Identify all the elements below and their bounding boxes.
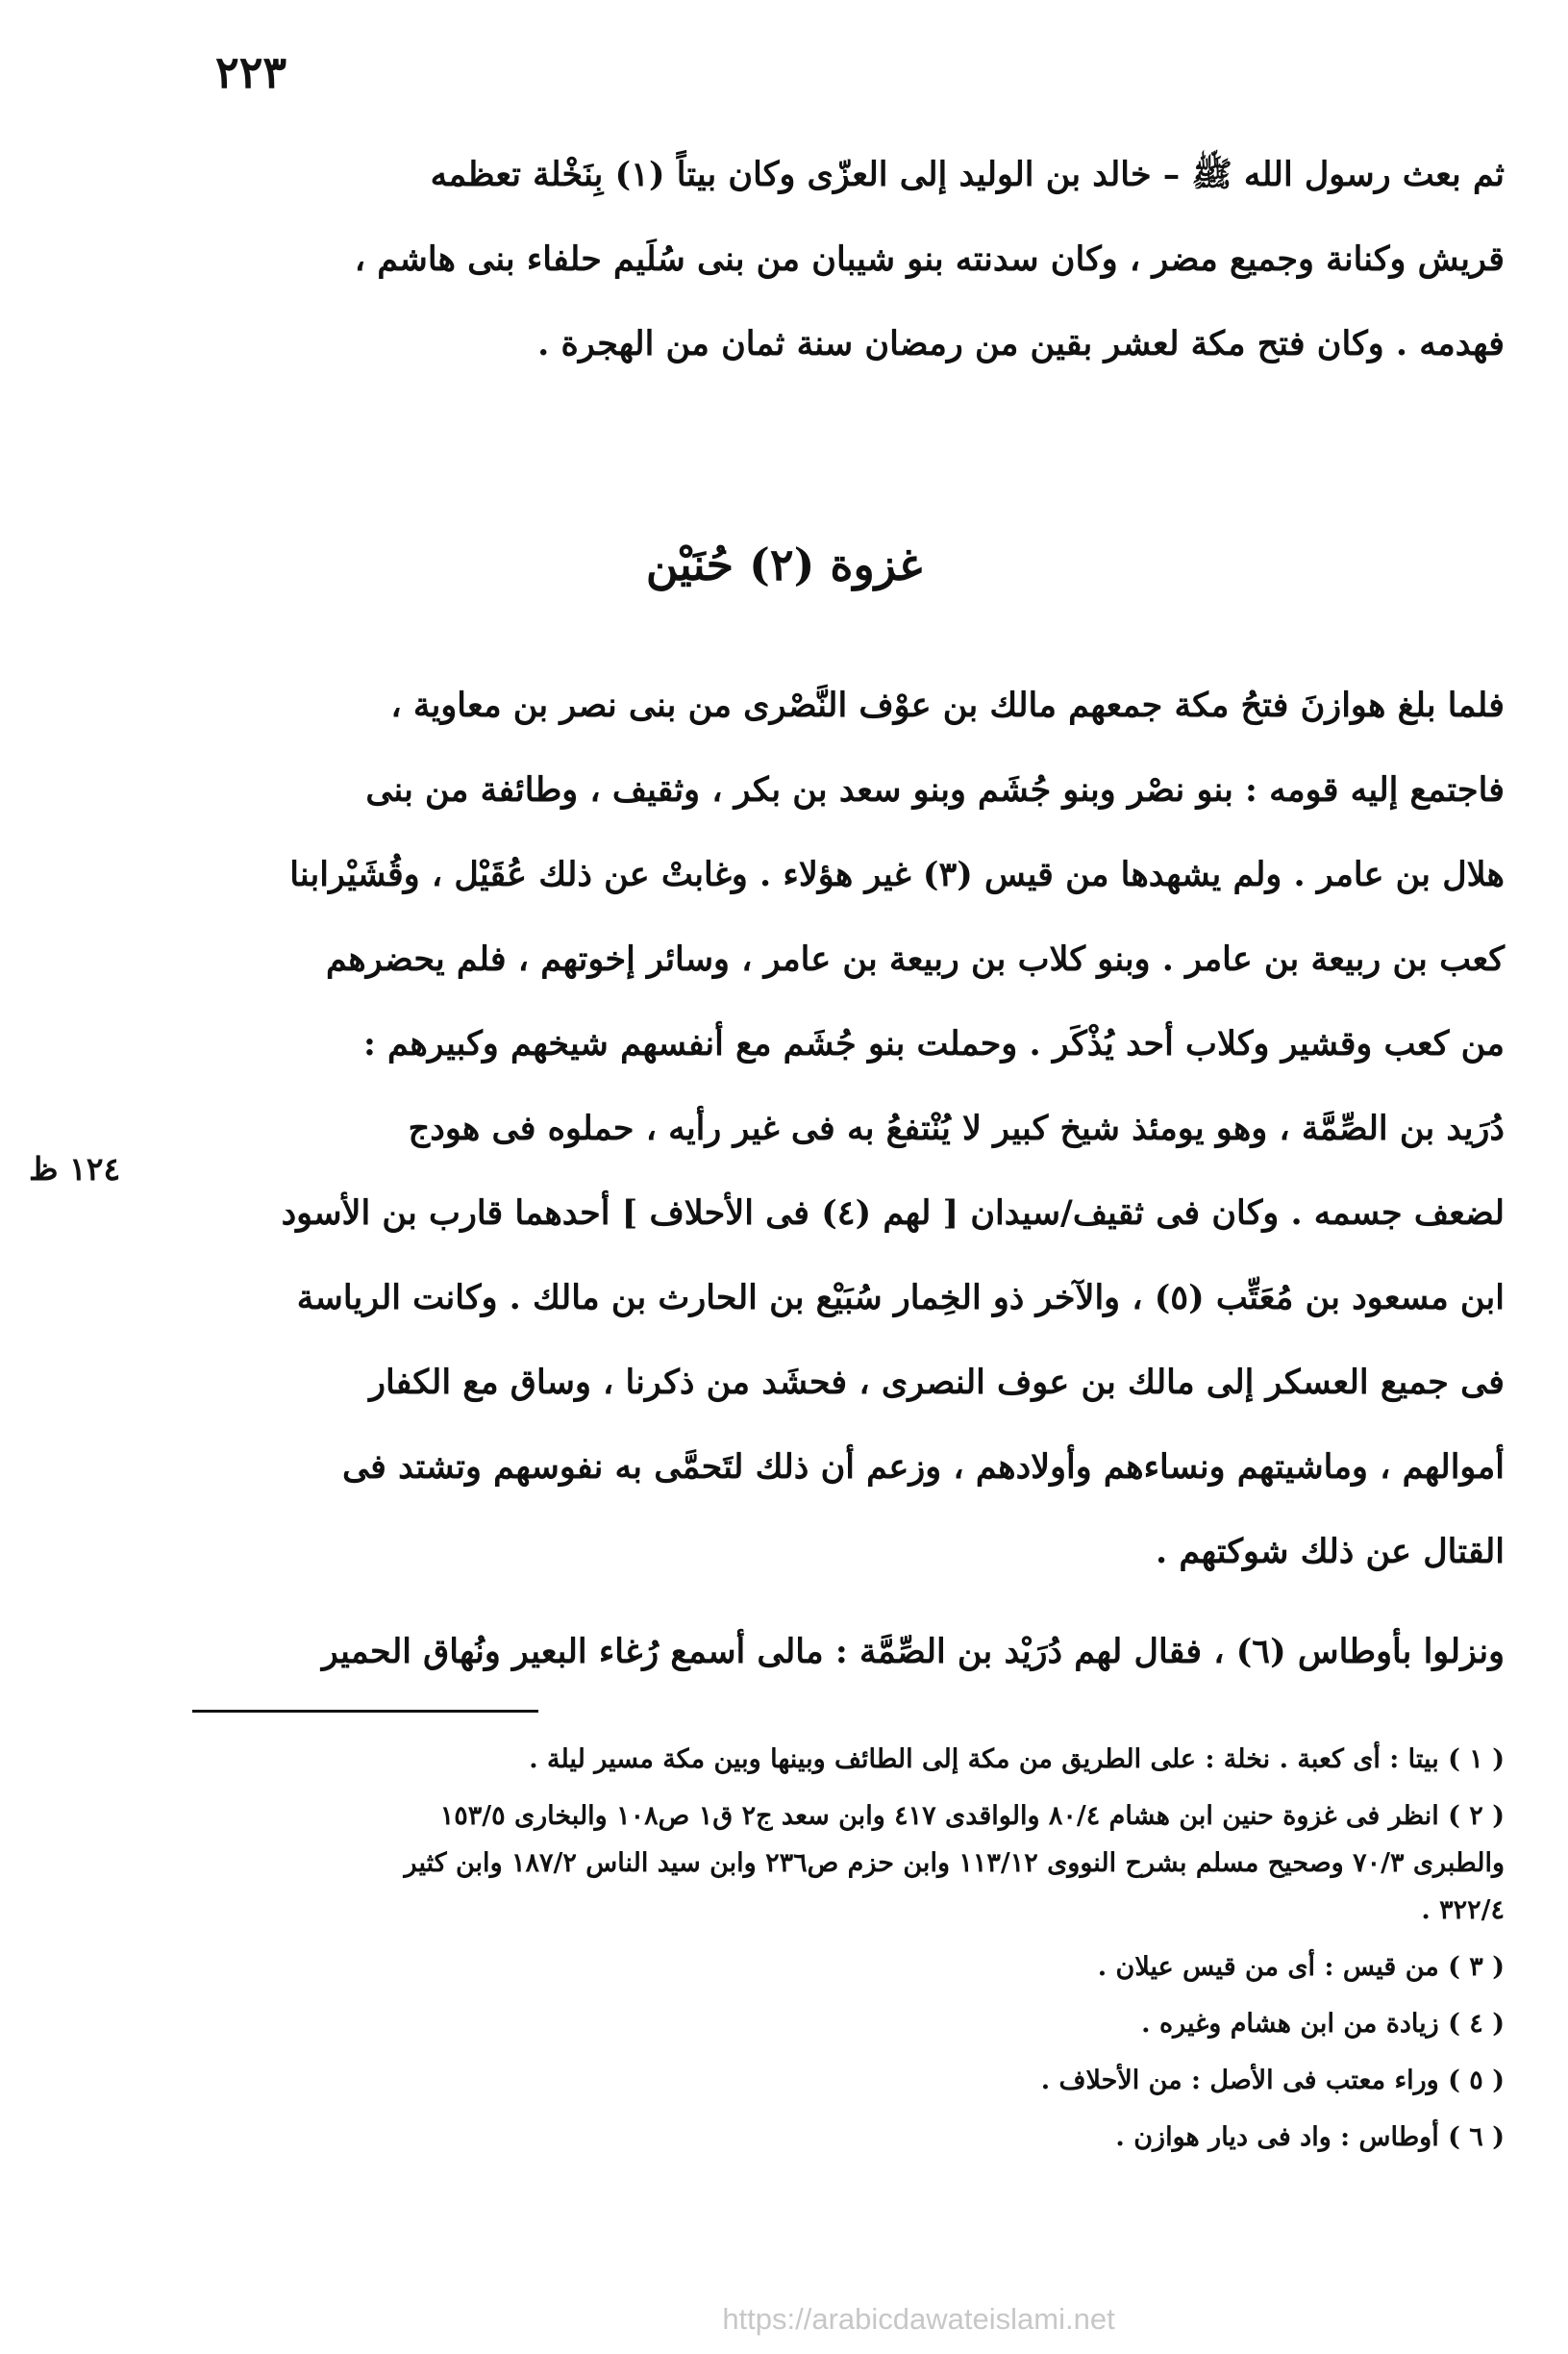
intro-line: قريش وكنانة وجميع مضر ، وكان سدنته بنو شيبان من بنى سُلَيم حلفاء بنى هاشم ، <box>354 239 1505 279</box>
footnote-6: ( ٦ ) أوطاس : واد فى ديار هوازن . <box>1115 2122 1505 2152</box>
text-line: من كعب وقشير وكلاب أحد يُذْكَر . وحملت بنو جُشَم مع أنفسهم شيخهم وكبيرهم : <box>362 1024 1505 1064</box>
text-line: ونزلوا بأوطاس (٦) ، فقال لهم دُرَيْد بن الصِّمَّة : مالى أسمع رُغاء البعير ونُهاق الحمير <box>321 1632 1505 1671</box>
footnote-2: ( ٢ ) انظر فى غزوة حنين ابن هشام ٨٠/٤ والواقدى ٤١٧ وابن سعد ج٢ ق١ ص١٠٨ والبخارى ١٥٣/٥ <box>439 1801 1505 1831</box>
page-number: ٢٢٣ <box>215 46 287 98</box>
text-line: كعب بن ربيعة بن عامر . وبنو كلاب بن ربيعة بن عامر ، وسائر إخوتهم ، فلم يحضرهم <box>326 939 1505 979</box>
footnote-4: ( ٤ ) زيادة من ابن هشام وغيره . <box>1141 2009 1505 2039</box>
footnote-1: ( ١ ) بيتا : أى كعبة . نخلة : على الطريق من مكة إلى الطائف وبينها وبين مكة مسير ليلة . <box>529 1744 1505 1774</box>
text-line: أموالهم ، وماشيتهم ونساءهم وأولادهم ، وزعم أن ذلك لتَحمَّى به نفوسهم وتشتد فى <box>342 1447 1505 1487</box>
footnote-3: ( ٣ ) من قيس : أى من قيس عيلان . <box>1097 1952 1505 1982</box>
text-line: هلال بن عامر . ولم يشهدها من قيس (٣) غير هؤلاء . وغابتْ عن ذلك عُقَيْل ، وقُشَيْرابنا <box>289 855 1505 894</box>
text-line: لضعف جسمه . وكان فى ثقيف/سيدان [ لهم (٤) فى الأحلاف ] أحدهما قارب بن الأسود <box>281 1193 1505 1233</box>
footnotes <box>192 1736 1505 2161</box>
text-line: فى جميع العسكر إلى مالك بن عوف النصرى ، فحشَد من ذكرنا ، وساق مع الكفار <box>369 1363 1505 1402</box>
section-title: غزوة (٢) حُنَيْن <box>645 538 923 590</box>
footnote-5: ( ٥ ) وراء معتب فى الأصل : من الأحلاف . <box>1040 2066 1505 2095</box>
intro-line: فهدمه . وكان فتح مكة لعشر بقين من رمضان سنة ثمان من الهجرة . <box>537 324 1505 363</box>
intro-paragraph <box>192 133 1505 387</box>
text-line: فاجتمع إليه قومه : بنو نصْر وبنو جُشَم وبنو سعد بن بكر ، وثقيف ، وطائفة من بنى <box>365 770 1505 810</box>
text-line: القتال عن ذلك شوكتهم . <box>1155 1532 1505 1571</box>
main-text <box>192 664 1505 1694</box>
intro-line: ثم بعث رسول الله ﷺ – خالد بن الوليد إلى العزّى وكان بيتاً (١) بِنَخْلة تعظمه <box>430 155 1505 194</box>
footnote-divider <box>192 1710 538 1713</box>
manuscript-folio-note: ١٢٤ ظ <box>29 1150 121 1188</box>
footnote-2-continued: ٣٢٢/٤ . <box>1421 1895 1505 1925</box>
text-line: دُرَيد بن الصِّمَّة ، وهو يومئذ شيخ كبير لا يُنْتفعُ به فى غير رأيه ، حملوه فى هودج <box>408 1109 1505 1148</box>
watermark-url: https://arabicdawateislami.net <box>722 2302 1115 2336</box>
paragraph-2 <box>192 1610 1505 1694</box>
text-line: فلما بلغ هوازنَ فتحُ مكة جمعهم مالك بن عوْف النَّصْرى من بنى نصر بن معاوية ، <box>390 686 1505 725</box>
paragraph-1 <box>192 664 1505 1594</box>
footnote-2-continued: والطبرى ٧٠/٣ وصحيح مسلم بشرح النووى ١١٣/١٢ وابن حزم ص٢٣٦ وابن سيد الناس ١٨٧/٢ وابن كثير <box>404 1848 1505 1878</box>
text-line: ابن مسعود بن مُعَتِّب (٥) ، والآخر ذو الخِمار سُبَيْع بن الحارث بن مالك . وكانت الرياسة <box>296 1278 1505 1317</box>
